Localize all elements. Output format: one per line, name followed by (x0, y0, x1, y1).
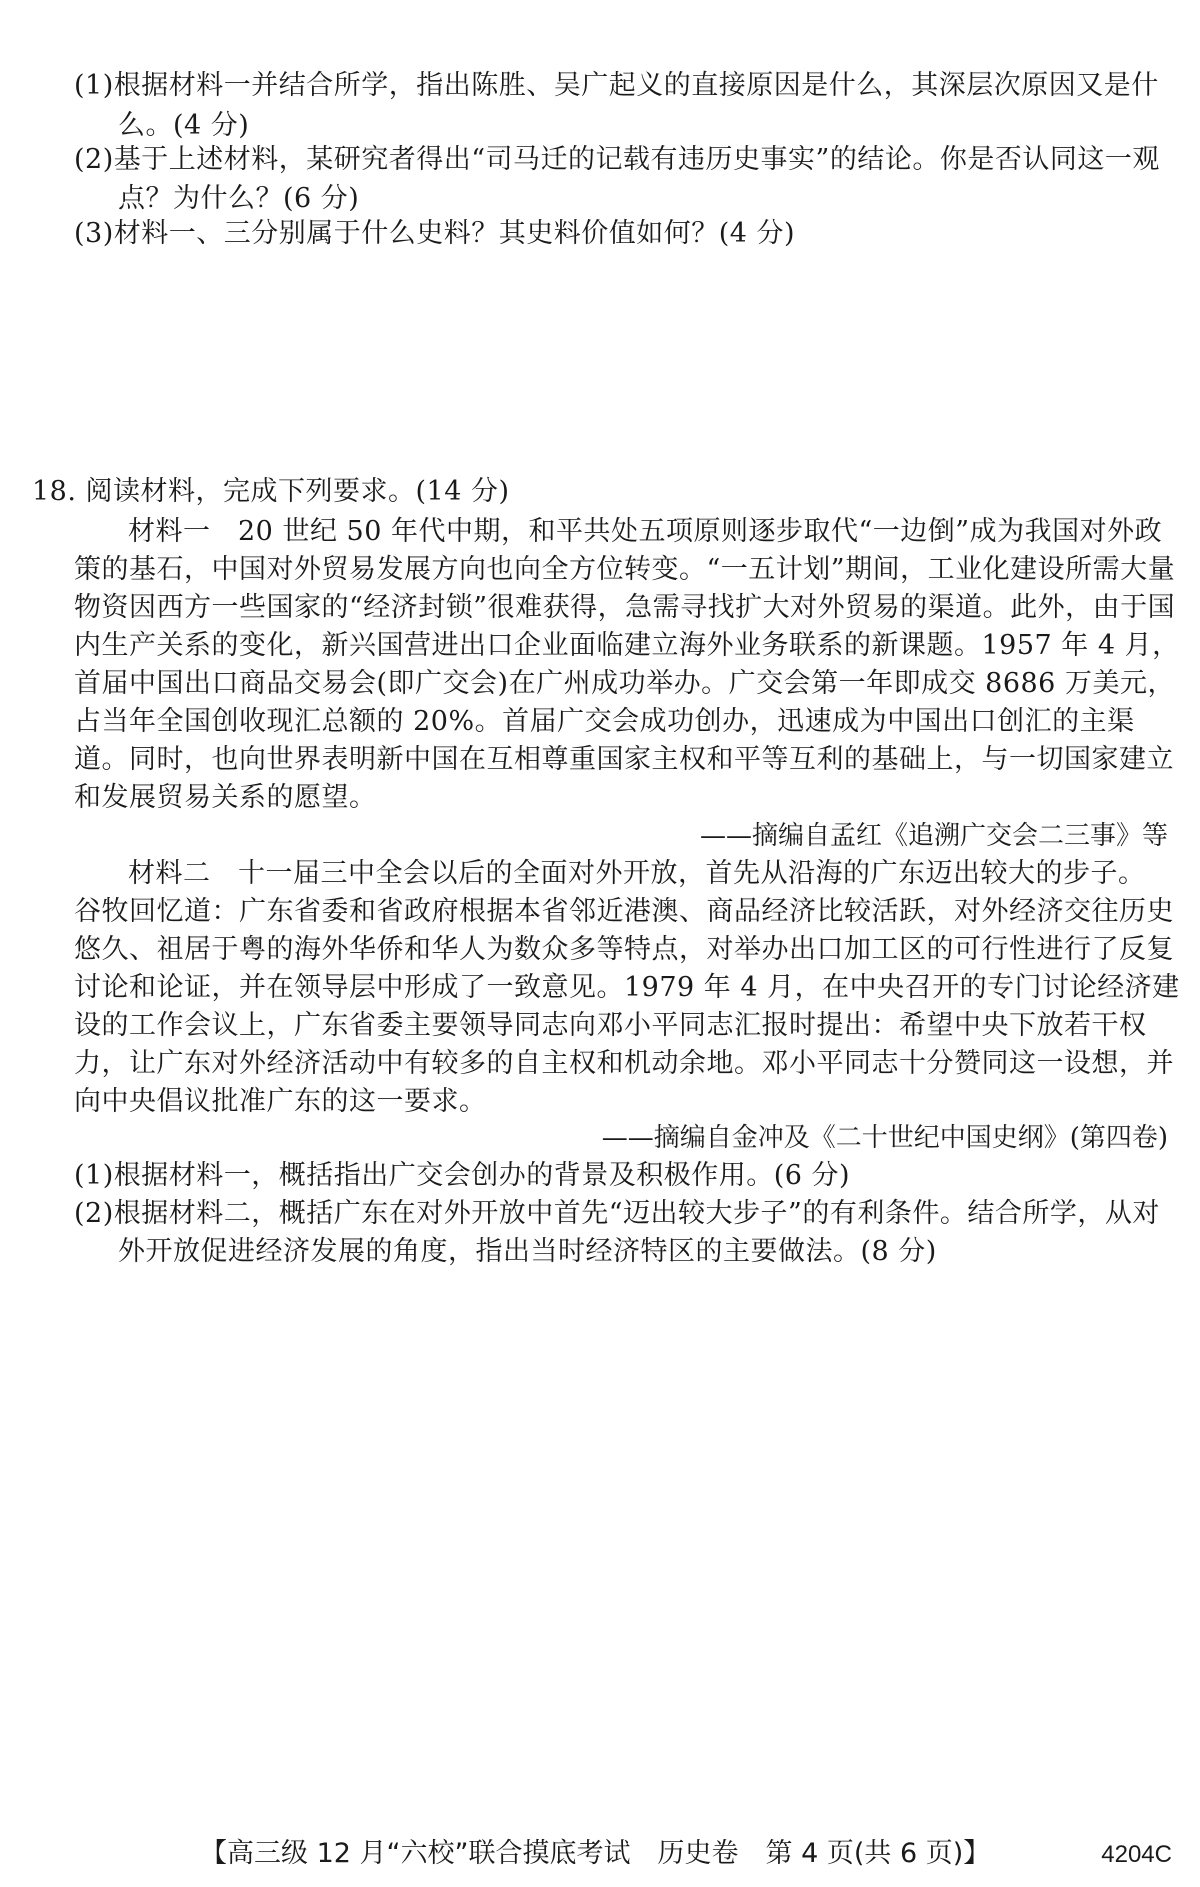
q18-m2-source: ——摘编自金冲及《二十世纪中国史纲》(第四卷) (601, 1123, 1168, 1153)
q18-m1-line5: 首届中国出口商品交易会(即广交会)在广州成功举办。广交会第一年即成交 8686 万美元， (74, 668, 1175, 699)
q17-sub1-line2: 么。(4 分) (118, 110, 250, 141)
q18-sub2-line1: (2)根据材料二，概括广东在对外开放中首先“迈出较大步子”的有利条件。结合所学，从对 (74, 1198, 1160, 1229)
q18-m2-line3: 悠久、祖居于粤的海外华侨和华人为数众多等特点，对举办出口加工区的可行性进行了反复 (74, 934, 1174, 965)
q18-m1-line3: 物资因西方一些国家的“经济封锁”很难获得，急需寻找扩大对外贸易的渠道。此外，由于国 (74, 592, 1176, 623)
q18-title: 18. 阅读材料，完成下列要求。(14 分) (32, 476, 510, 507)
q17-sub2-line2: 点？为什么？(6 分) (118, 183, 360, 214)
q18-m1-line6: 占当年全国创收现汇总额的 20%。首届广交会成功创办，迅速成为中国出口创汇的主渠 (74, 706, 1135, 737)
q18-m1-line7: 道。同时，也向世界表明新中国在互相尊重国家主权和平等互利的基础上，与一切国家建立 (74, 744, 1174, 775)
q18-m2-line1: 材料二 十一届三中全会以后的全面对外开放，首先从沿海的广东迈出较大的步子。 (128, 858, 1146, 889)
q18-m2-line2: 谷牧回忆道：广东省委和省政府根据本省邻近港澳、商品经济比较活跃，对外经济交往历史 (74, 896, 1174, 927)
q18-sub1: (1)根据材料一，概括指出广交会创办的背景及积极作用。(6 分) (74, 1160, 851, 1191)
q18-m2-line5: 设的工作会议上，广东省委主要领导同志向邓小平同志汇报时提出：希望中央下放若干权 (74, 1010, 1147, 1041)
q18-m2-line6: 力，让广东对外经济活动中有较多的自主权和机动余地。邓小平同志十分赞同这一设想，并 (74, 1048, 1174, 1079)
q17-sub2-line1: (2)基于上述材料，某研究者得出“司马迁的记载有违历史事实”的结论。你是否认同这一观 (74, 144, 1160, 175)
q18-m1-line2: 策的基石，中国对外贸易发展方向也向全方位转变。“一五计划”期间，工业化建设所需大量 (74, 554, 1176, 585)
q18-m1-line8: 和发展贸易关系的愿望。 (74, 782, 377, 813)
exam-code: 4204C (1101, 1841, 1172, 1868)
q18-m1-source: ——摘编自孟红《追溯广交会二三事》等 (699, 821, 1168, 851)
q18-m2-line4: 讨论和论证，并在领导层中形成了一致意见。1979 年 4 月，在中央召开的专门讨论经济建 (74, 972, 1180, 1003)
q18-m1-line1: 材料一 20 世纪 50 年代中期，和平共处五项原则逐步取代“一边倒”成为我国对外政 (128, 516, 1163, 547)
q17-sub3: (3)材料一、三分别属于什么史料？其史料价值如何？(4 分) (74, 218, 796, 249)
q18-m1-line4: 内生产关系的变化，新兴国营进出口企业面临建立海外业务联系的新课题。1957 年 4 月， (74, 630, 1180, 661)
q18-sub2-line2: 外开放促进经济发展的角度，指出当时经济特区的主要做法。(8 分) (118, 1236, 937, 1267)
q17-sub1-line1: (1)根据材料一并结合所学，指出陈胜、吴广起义的直接原因是什么，其深层次原因又是什 (74, 70, 1159, 101)
q18-m2-line7: 向中央倡议批准广东的这一要求。 (74, 1086, 487, 1117)
page-footer: 【高三级 12 月“六校”联合摸底考试 历史卷 第 4 页(共 6 页)】 (200, 1838, 991, 1869)
